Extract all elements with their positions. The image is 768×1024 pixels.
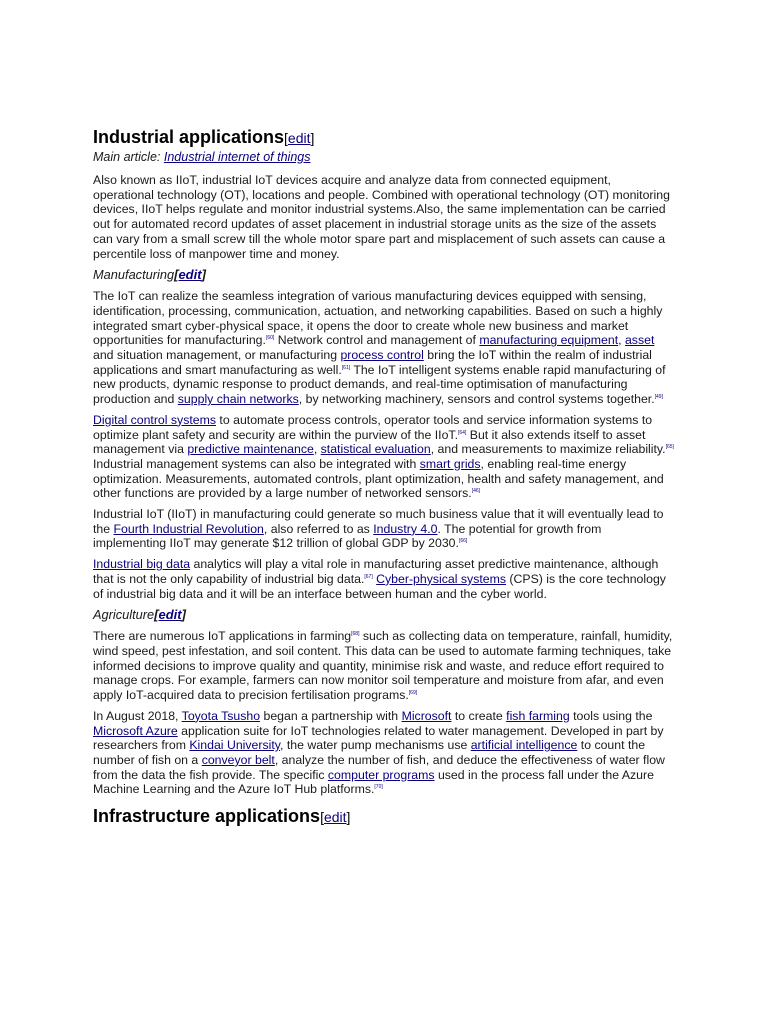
edit-link[interactable]: edit — [323, 809, 347, 826]
link-artificial-intelligence[interactable]: artificial intelligence — [470, 738, 578, 753]
link-microsoft-azure[interactable]: Microsoft Azure — [93, 723, 178, 738]
manufacturing-paragraph-2: Digital control systems to automate process controls, operator tools and service information systems to optimize plant safety and security are within the purview of the IIoT.[64] But it also extends itself to asset management via predictive maintenance, statistical evaluation, and measurements to maximize reliability.[65] Industrial management systems can also be integrated with smart grids, enabling real-time energy optimization. Measurements, automated controls, plant optimization, health and safety management, and other functions are provided by a large number of networked sensors.[46] — [93, 412, 674, 501]
link-digital-control-systems[interactable]: Digital control systems — [93, 412, 217, 427]
citation: [70] — [374, 784, 383, 791]
link-smart-grids[interactable]: smart grids — [419, 456, 481, 471]
link-process-control[interactable]: process control — [340, 348, 424, 363]
citation: [69] — [408, 690, 418, 696]
manufacturing-paragraph-3: Industrial IoT (IIoT) in manufacturing could generate so much business value that it will eventually lead to the Fourth Industrial Revolution, also referred to as Industry 4.0. The potential for growth from implementing IIoT may generate $12 trillion of global GDP by 2030.[66] — [93, 507, 664, 551]
link-computer-programs[interactable]: computer programs — [327, 767, 435, 782]
edit-link[interactable]: edit — [158, 607, 182, 623]
heading-text: Infrastructure applications — [93, 806, 321, 827]
citation: [65] — [665, 444, 674, 451]
heading-infrastructure-applications — [93, 805, 675, 828]
link-industrial-big-data[interactable]: Industrial big data — [93, 557, 191, 572]
link-conveyor-belt[interactable]: conveyor belt — [201, 752, 275, 767]
article-page — [93, 126, 675, 828]
citation: [67] — [364, 573, 373, 580]
link-supply-chain-networks[interactable]: supply chain networks — [177, 392, 299, 407]
citation: [60] — [265, 335, 275, 342]
citation: [49] — [654, 394, 663, 401]
link-industry-4-0[interactable]: Industry 4.0 — [373, 521, 438, 536]
manufacturing-paragraph-4: Industrial big data analytics will play a vital role in manufacturing asset predictive maintenance, although that is not the only capability of industrial big data.[67] Cyber-physical systems (CPS) is the core technology of industrial big data and it will be an interface between human and the cyber world. — [93, 557, 666, 601]
citation: [61] — [341, 364, 351, 371]
link-industrial-internet-of-things[interactable]: Industrial internet of things — [163, 150, 311, 164]
edit-section-link: [edit] — [320, 809, 351, 826]
link-asset[interactable]: asset — [624, 333, 655, 348]
main-article-hatnote: Main article: Industrial internet of things — [93, 150, 311, 164]
manufacturing-paragraph-1: The IoT can realize the seamless integration of various manufacturing devices equipped with sensing, identification, processing, communication, actuation, and networking capabilities. Based on such a highly integrated smart cyber-physical space, it opens the door to create whole new business and market opportunities for manufacturing.[60] Network control and management of manufacturing equipment, asset and situation management, or manufacturing process control bring the IoT within the realm of industrial applications and smart manufacturing as well.[61] The IoT intelligent systems enable rapid manufacturing of new products, dynamic response to product demands, and real-time optimisation of manufacturing production and supply chain networks, by networking machinery, sensors and control systems together.[49] — [93, 289, 666, 407]
heading-text: Industrial applications — [93, 127, 285, 147]
citation: [68] — [351, 631, 360, 638]
link-kindai-university[interactable]: Kindai University — [189, 738, 281, 753]
link-statistical-evaluation[interactable]: statistical evaluation — [320, 442, 431, 457]
link-cyber-physical-systems[interactable]: Cyber-physical systems — [376, 571, 506, 586]
heading-industrial-applications — [93, 126, 675, 149]
link-predictive-maintenance[interactable]: predictive maintenance — [187, 442, 314, 457]
citation: [66] — [458, 538, 468, 545]
heading-agriculture: Agriculture[edit] — [93, 607, 186, 623]
heading-manufacturing: Manufacturing[edit] — [93, 267, 206, 283]
agriculture-paragraph-2: In August 2018, Toyota Tsusho began a partnership with Microsoft to create fish farming tools using the Microsoft Azure application suite for IoT technologies related to water management. Developed in part by researchers from Kindai University, the water pump mechanisms use artificial intelligence to count the number of fish on a conveyor belt, analyze the number of fish, and deduce the effectiveness of water flow from the data the fish provide. The specific computer programs used in the process fall under the Azure Machine Learning and the Azure IoT Hub platforms.[70] — [93, 708, 665, 797]
edit-link[interactable]: edit — [287, 130, 311, 146]
link-microsoft[interactable]: Microsoft — [401, 708, 452, 723]
link-manufacturing-equipment[interactable]: manufacturing equipment — [479, 333, 619, 348]
agriculture-paragraph-1: There are numerous IoT applications in farming[68] such as collecting data on temperature, rainfall, humidity, wind speed, pest infestation, and soil content. This data can be used to automate farming techniques, take informed decisions to improve quality and quantity, minimise risk and waste, and reduce effort required to manage crops. For example, farmers can now monitor soil temperature and moisture from afar, and even apply IoT-acquired data to precision fertilisation programs.[69] — [93, 629, 673, 703]
intro-paragraph: Also known as IIoT, industrial IoT devices acquire and analyze data from connected equipment, operational technology (OT), locations and people. Combined with operational technology (OT) monitoring devices, IIoT helps regulate and monitor industrial systems.Also, the same implementation can be carried out for automated record updates of asset placement in industrial storage units as the size of the assets can vary from a small screw till the whole motor spare part and misplacement of such assets can cause a percentile loss of manpower time and money. — [93, 173, 670, 261]
edit-link[interactable]: edit — [178, 267, 202, 283]
citation: [64] — [458, 429, 467, 436]
link-fourth-industrial-revolution[interactable]: Fourth Industrial Revolution — [113, 521, 264, 536]
edit-section-link: [edit] — [284, 130, 315, 146]
citation: [46] — [471, 488, 481, 495]
link-fish-farming[interactable]: fish farming — [506, 708, 570, 723]
link-toyota-tsusho[interactable]: Toyota Tsusho — [181, 708, 261, 723]
